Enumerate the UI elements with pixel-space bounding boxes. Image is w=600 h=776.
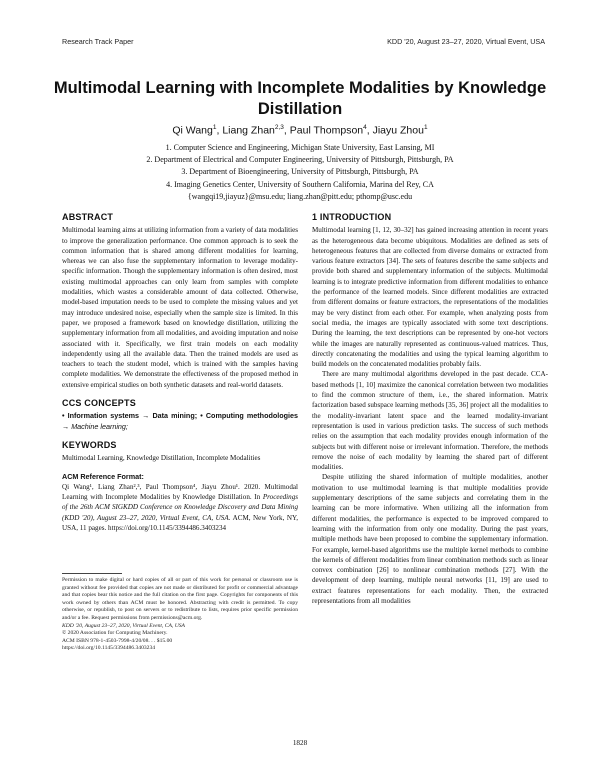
affiliation-line: 2. Department of Electrical and Computer Engineering, University of Pittsburgh, Pittsburgh, PA (146, 155, 454, 165)
ccs-item-computing-methodologies: • Computing methodologies → (62, 411, 299, 431)
acm-reference-tail: ACM, New York, NY, USA, 11 pages. https://doi.org/10.1145/3394486.3403234 (62, 513, 298, 533)
acm-reference-heading: ACM Reference Format: (62, 471, 144, 481)
author-affil-mark: 4 (363, 124, 367, 131)
introduction-paragraph-2: There are many multimodal algorithms developed in the past decade. CCA-based methods [1, 10] maximize the canonical correlation between two modalities to find the common structure of them, i.e., the shared information. Matrix factorization based subspace learning methods [35, 36] project all the modalities to the modality-invariant latent space and the learned modality-invariant representation is used in various prediction tasks. The success of such methods relies on the assumption that each modality provides enough information of the subjects but with different noise or irrelevant information. Therefore, the methods remove the noise of each modality by learning the shared part of different modalities. (312, 370, 548, 472)
affiliation-line: 1. Computer Science and Engineering, Michigan State University, East Lansing, MI (165, 143, 435, 152)
permission-venue: KDD '20, August 23–27, 2020, Virtual Event, CA, USA (62, 622, 185, 629)
author-name: Jiayu Zhou (372, 124, 424, 137)
keywords-text: Multimodal Learning, Knowledge Distillation, Incomplete Modalities (62, 454, 261, 463)
ccs-concepts (62, 411, 298, 432)
author-name: Paul Thompson (289, 124, 364, 137)
abstract-heading: ABSTRACT (62, 212, 114, 222)
page-number: 1828 (292, 739, 308, 747)
running-header-left: Research Track Paper (62, 37, 134, 46)
author-name: Liang Zhan (222, 124, 275, 137)
affiliations (50, 142, 550, 203)
permission-copyright: © 2020 Association for Computing Machinery. (62, 630, 168, 637)
ccs-item-machine-learning: Machine learning; (71, 421, 128, 431)
author-affil-mark: 1 (423, 124, 428, 131)
keywords-heading: KEYWORDS (62, 439, 117, 450)
ccs-heading: CCS CONCEPTS (62, 398, 136, 409)
acm-reference-proceedings: Proceedings of the 26th ACM SIGKDD Conference on Knowledge Discovery and Data Mining (KDD '20), August 23–27, 2020, Virtual Event, CA, USA. (62, 493, 299, 522)
abstract-text: Multimodal learning aims at utilizing information from a variety of data modalities to improve the generalization performance. One common approach is to seek the common information that is shared among different modalities for learning, whereas we can also fuse the supplementary information to leverage modality-specific information. Though the supplementary information is often desired, most existing multimodal approaches can only learn from samples with complete modalities, which wastes a considerable amount of data collected. Otherwise, model-based imputation needs to be used to complete the missing values and yet may introduce undesired noise, especially when the sample size is limited. In this paper, we proposed a framework based on knowledge distillation, utilizing the supplementary information from all modalities, and avoiding imputation and noise associated with it. Specifically, we first train models on each modality independently using all the available data. Then the trained models are used as teachers to teach the student model, which is trained with the samples having complete modalities. We demonstrate the effectiveness of the proposed method in extensive empirical studies on both synthetic datasets and real-world datasets. (62, 226, 298, 389)
affiliation-line: 4. Imaging Genetics Center, University of Southern California, Marina del Rey, CA (166, 179, 434, 189)
permission-text: Permission to make digital or hard copies of all or part of this work for personal or classroom use is granted without fee provided that copies are not made or distributed for profit or commercial advantage and that copies bear this notice and the full citation on the first page. Copyrights for components of this work owned by others than ACM must be honored. Abstracting with credit is permitted. To copy otherwise, or republish, to post on servers or to redistribute to lists, requires prior specific permission and/or a fee. Request permissions from permissions@acm.org. (62, 577, 298, 621)
author-name: Qi Wang (172, 124, 213, 137)
introduction-paragraph-1: Multimodal learning [1, 12, 30–32] has gained increasing attention in recent years as the heterogeneous data become ubiquitous. Modalities are defined as sets of heterogeneous features that are collected from diverse domains or extracted from various feature extractors [34]. The sets of features describe the same subjects and provide both shared and supplementary information of the subjects. Multimodal learning is to integrate predictive information from different modalities to enhance the performance of the learned models. Since different modalities are extracted from different domains or feature extractors, the representations of the modalities may be very distinct from each other. For example, when analyzing posts from social media, the images are typically associated with some text descriptions. During the learning, the text descriptions can be represented by one-hot vectors while the images are naturally represented as continuous-valued matrices. Thus, directly concatenating the modalities and using the typical learning algorithm to build models on the concatenated modalities probably fails. (312, 226, 548, 369)
affiliation-line: 3. Department of Bioengineering, University of Pittsburgh, Pittsburgh, PA (181, 167, 419, 177)
introduction-heading: 1 INTRODUCTION (312, 212, 392, 222)
permission-isbn: ACM ISBN 978-1-4503-7998-4/20/08. . . $15.00 (62, 637, 173, 644)
author-affil-mark: 1 (212, 124, 217, 131)
author-emails: {wangqi19,jiayuz}@msu.edu; liang.zhan@pitt.edu; pthomp@usc.edu (187, 191, 413, 201)
author-affil-mark: 2,3 (274, 124, 284, 131)
acm-reference-authors: Qi Wang¹, Liang Zhan²,³, Paul Thompson⁴, Jiayu Zhou¹. 2020. Multimodal Learning with Incomplete Modalities by Knowledge Distillation. In (62, 482, 298, 502)
footnote-divider (62, 573, 122, 574)
introduction-paragraph-3: Despite utilizing the shared information of multiple modalities, another motivation to use multimodal learning is that multiple modalities provide supplementary descriptions of the same subjects and correlating them in the learning can be more informative. When utilizing all the information from different modalities, the performance is expected to be improved compared to learning with the information from only one modality. During the past years, multiple methods have been proposed to combine the supplementary information. For example, kernel-based algorithms use the multiple kernel methods to combine the kernels of different modalities from linear combination methods such as linear convex combination [26] to nonlinear combination methods [27]. With the development of deep learning, multiple neural networks [11, 19] are used to extract features representations for each modality. Then, the extracted representations from all modalities (312, 473, 548, 605)
permission-block (62, 577, 298, 653)
acm-reference-text (62, 482, 298, 533)
running-header-right: KDD '20, August 23–27, 2020, Virtual Event, USA (387, 37, 545, 46)
ccs-item-information-systems: • Information systems → Data mining; (62, 411, 198, 421)
paper-title: Multimodal Learning with Incomplete Modalities by Knowledge Distillation (53, 79, 547, 118)
right-column (312, 212, 548, 606)
permission-doi: https://doi.org/10.1145/3394486.3403234 (62, 645, 156, 652)
author-list: Qi Wang$^1$, Liang Zhan$^{2,3}$, Paul Thompson$^4$, Jiayu Zhou$^1$ (172, 124, 428, 137)
left-column (62, 212, 298, 533)
